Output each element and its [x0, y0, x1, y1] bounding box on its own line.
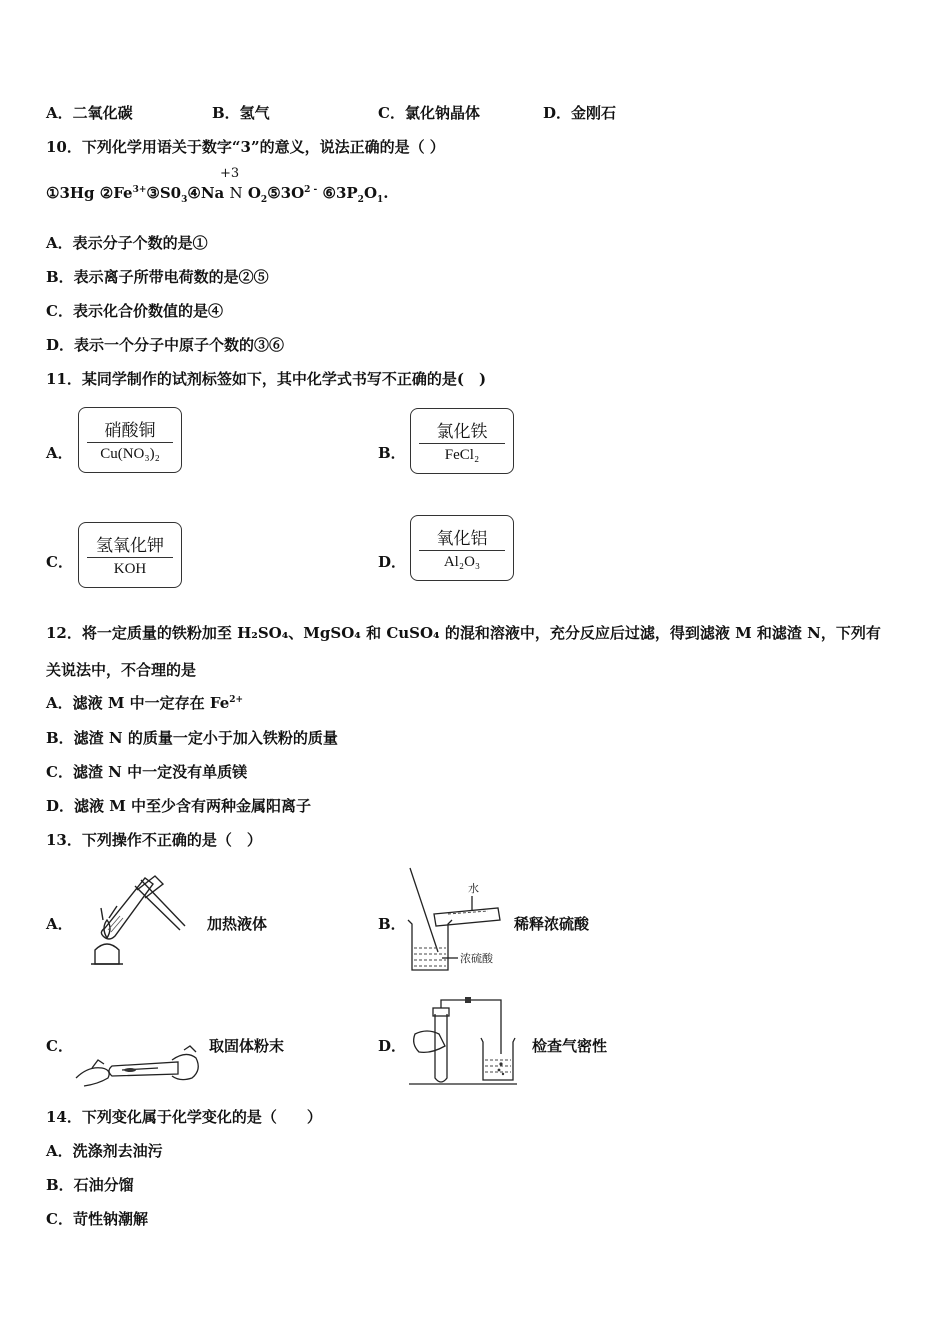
reagent-label-d-name: 氧化铝: [436, 529, 488, 548]
q9-option-a: A．二氧化碳: [46, 104, 133, 122]
q10-valence-mark: +3: [220, 166, 240, 181]
q14-option-a: A．洗涤剂去油污: [46, 1142, 163, 1160]
reagent-label-a: [78, 407, 182, 473]
q12-option-b: B．滤渣 N 的质量一定小于加入铁粉的质量: [46, 729, 338, 747]
q9-option-b: B．氢气: [212, 104, 270, 122]
q11-label-c-letter: C．: [46, 553, 73, 571]
dilute-acid-figure: [402, 864, 510, 976]
q10-stem: 10．下列化学用语关于数字“3”的意义，说法正确的是（ ）: [46, 138, 445, 156]
reagent-label-c-formula: KOH: [113, 561, 147, 577]
q9-option-c: C．氯化钠晶体: [378, 104, 480, 122]
reagent-label-b: [410, 408, 514, 474]
reagent-label-c-name: 氢氧化钾: [96, 536, 164, 555]
q13-item-c-letter: C．: [46, 1037, 73, 1055]
reagent-label-d-formula: Al₂O₃: [443, 554, 481, 570]
q12-stem-line2: 关说法中，不合理的是: [46, 661, 197, 679]
dilute-acid-water-label: 水: [468, 882, 479, 895]
q10-option-a: A．表示分子个数的是①: [46, 234, 208, 252]
reagent-label-c: [78, 522, 182, 588]
q13-stem: 13．下列操作不正确的是（ ）: [46, 831, 262, 849]
reagent-label-b-name: 氯化铁: [436, 422, 488, 441]
solid-powder-figure: [72, 1044, 204, 1090]
dilute-acid-acid-label: 浓硫酸: [460, 952, 493, 965]
q13-item-b-letter: B．: [378, 915, 406, 933]
q14-option-b: B．石油分馏: [46, 1176, 134, 1194]
q12-option-d: D．滤液 M 中至少含有两种金属阳离子: [46, 797, 312, 815]
q11-label-b-letter: B．: [378, 444, 406, 462]
reagent-label-a-name: 硝酸铜: [104, 421, 156, 440]
q13-item-c-caption: 取固体粉末: [209, 1037, 285, 1055]
reagent-label-b-formula: FeCl₂: [444, 447, 480, 463]
q13-item-b-caption: 稀释浓硫酸: [514, 915, 590, 933]
q13-item-d-caption: 检查气密性: [532, 1037, 608, 1055]
q12-option-a: A．滤液 M 中一定存在 $Fe^{2+}$: [46, 694, 244, 712]
q13-item-d-letter: D．: [378, 1037, 407, 1055]
q11-stem: 11．某同学制作的试剂标签如下，其中化学式书写不正确的是( ): [46, 370, 487, 388]
heating-liquid-figure: [75, 868, 190, 972]
q14-stem: 14．下列变化属于化学变化的是（ ）: [46, 1108, 322, 1126]
q14-option-c: C．苛性钠潮解: [46, 1210, 148, 1228]
q9-option-d: D．金刚石: [543, 104, 617, 122]
q12-stem-line1: 12．将一定质量的铁粉加至 H₂SO₄、MgSO₄ 和 CuSO₄ 的混和溶液中，充分反应后过滤，得到滤液 M 和滤渣 N，下列有: [46, 624, 881, 642]
q10-option-c: C．表示化合价数值的是④: [46, 302, 223, 320]
airtightness-figure: [405, 994, 520, 1090]
q13-item-a-caption: 加热液体: [207, 915, 268, 933]
q10-option-b: B．表示离子所带电荷数的是②⑤: [46, 268, 269, 286]
reagent-label-a-formula: Cu(NO₃)₂: [100, 446, 160, 462]
q13-item-a-letter: A．: [46, 915, 73, 933]
reagent-label-d: [410, 515, 514, 581]
q10-formula-list: ①3Hg $②Fe^{3+}③S0_3④Na$ N $O_2⑤3O^{2 -}$ $⑥3P_2O_1$.: [46, 184, 389, 205]
q11-label-a-letter: A．: [46, 444, 73, 462]
q12-option-c: C．滤渣 N 中一定没有单质镁: [46, 763, 248, 781]
q11-label-d-letter: D．: [378, 553, 407, 571]
q10-option-d: D．表示一个分子中原子个数的③⑥: [46, 336, 285, 354]
